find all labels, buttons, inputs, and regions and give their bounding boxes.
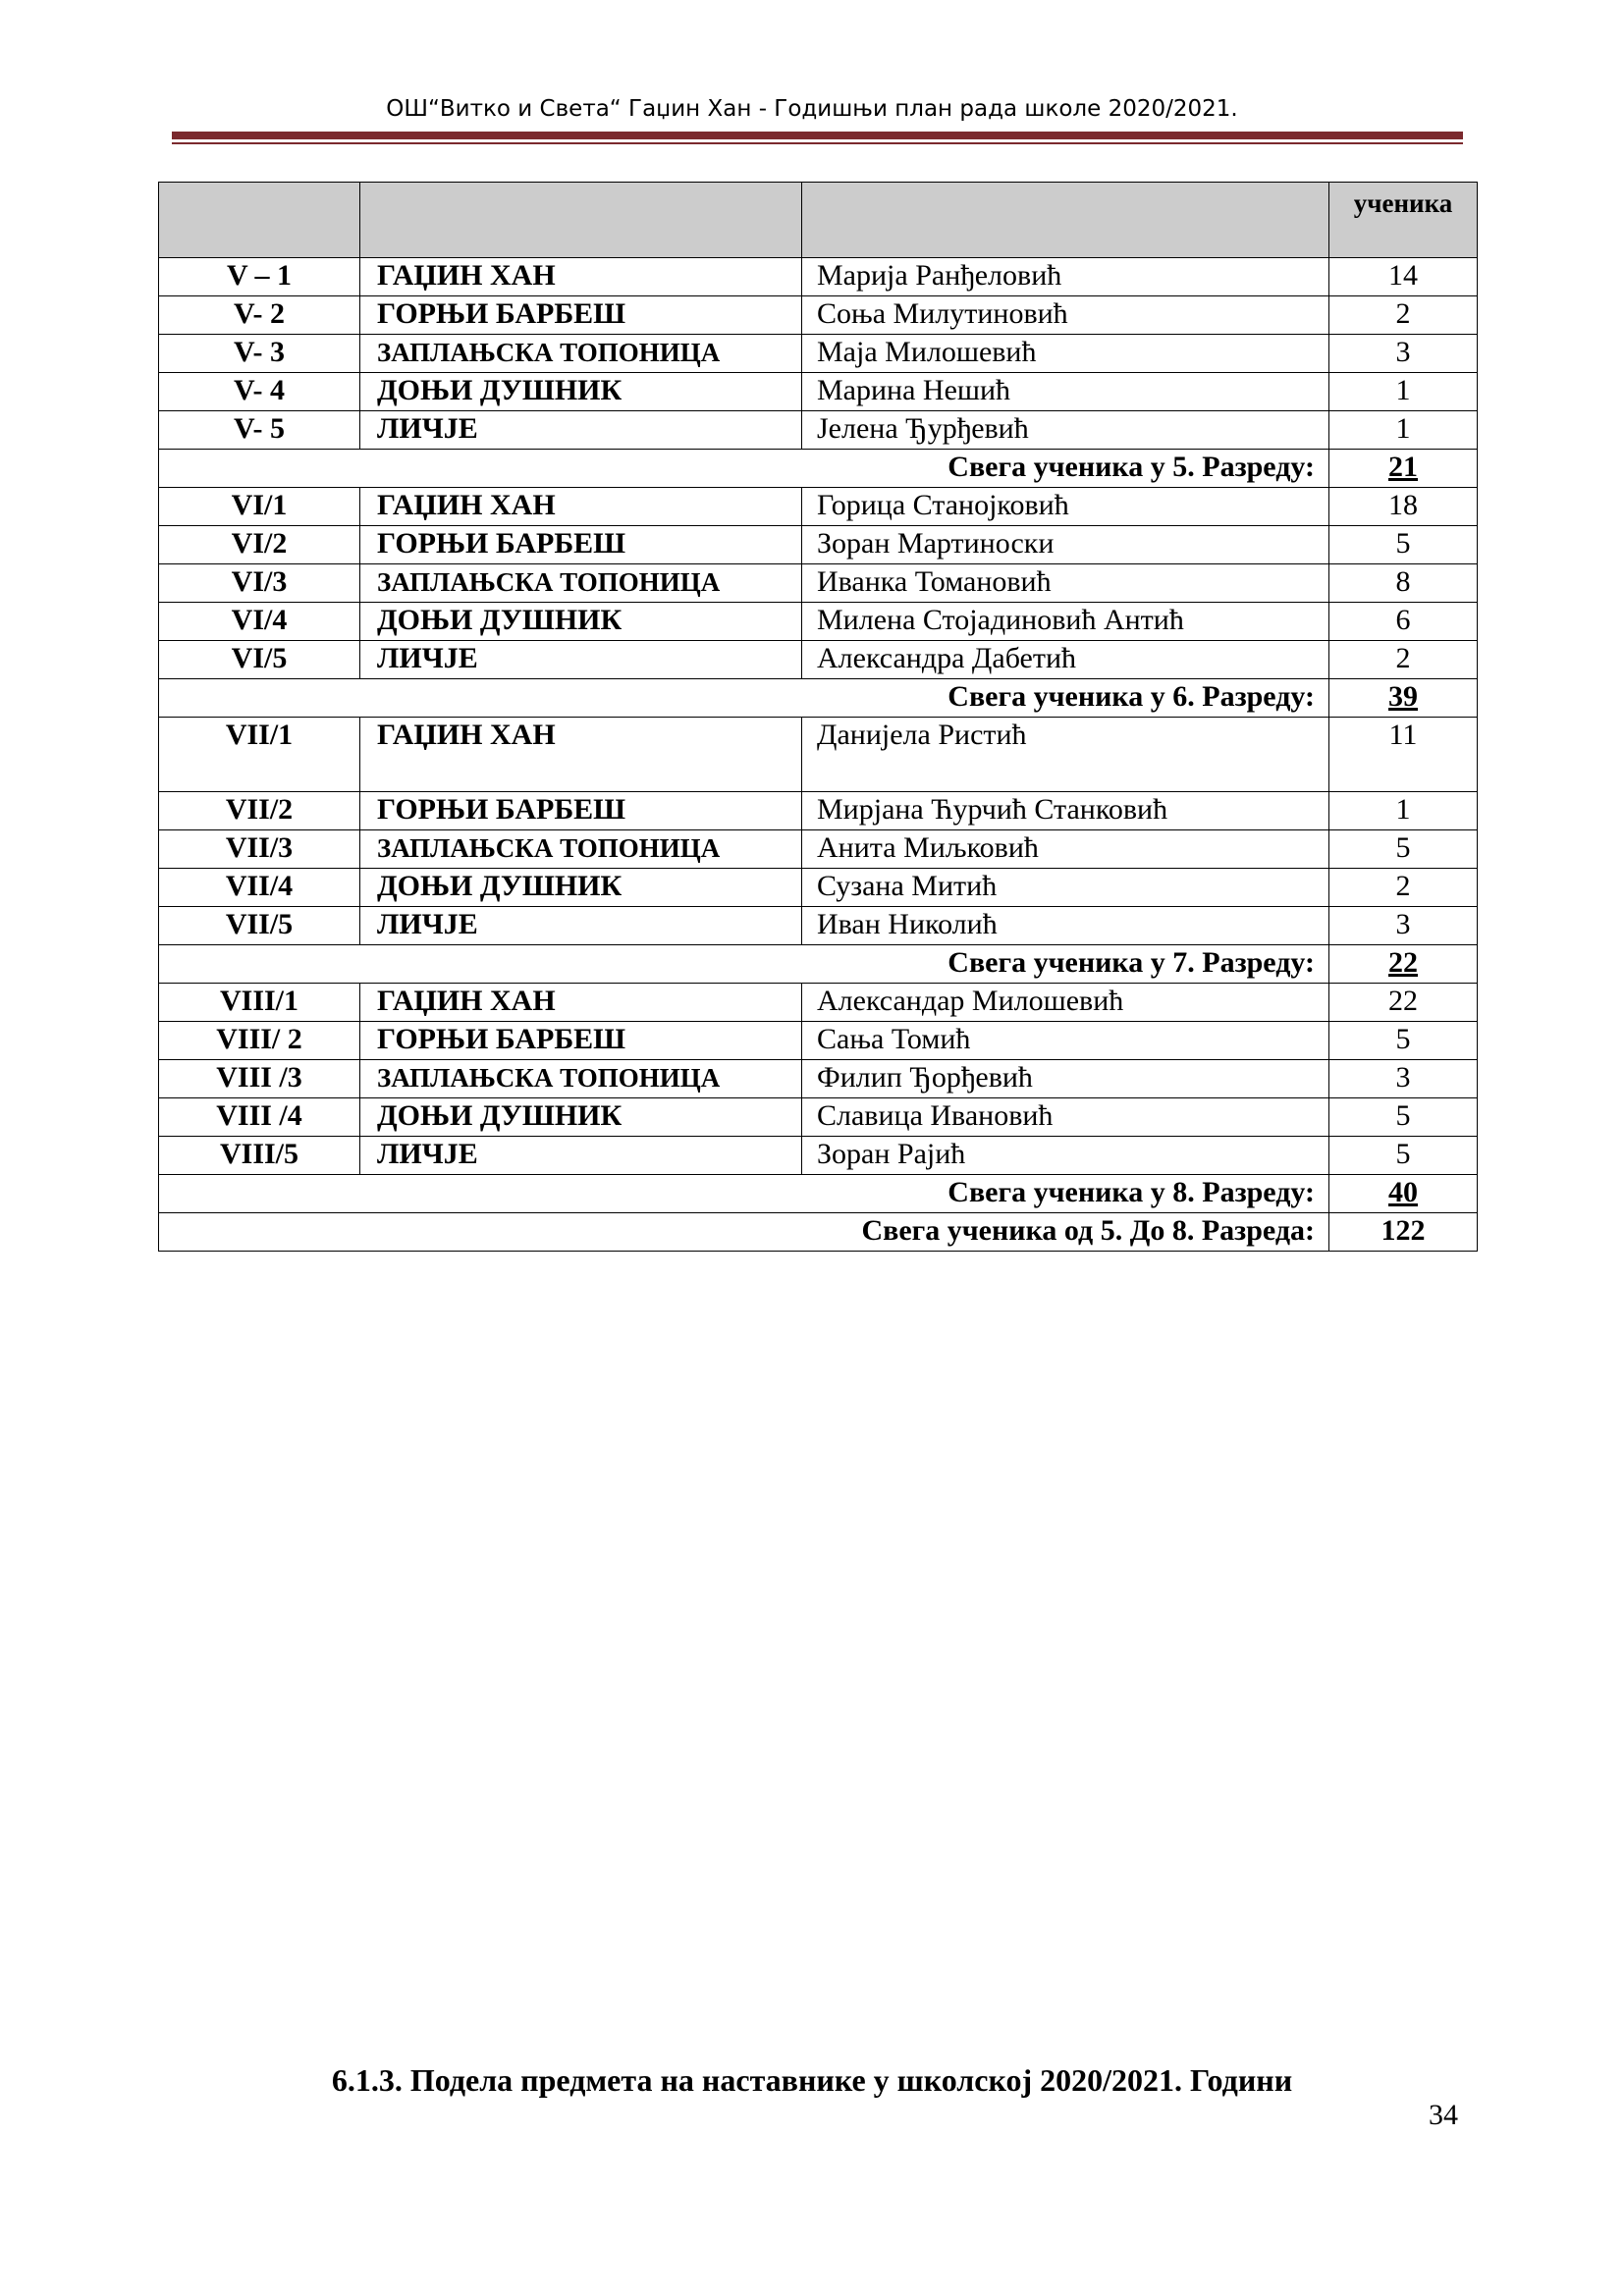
teacher-cell: Сања Томић [802, 1022, 1329, 1060]
teacher-cell: Марија Ранђеловић [802, 258, 1329, 296]
grade-sum-row [159, 679, 1478, 718]
class-cell: VII/2 [159, 792, 360, 830]
count-cell: 5 [1329, 1022, 1478, 1060]
class-cell: VII/1 [159, 718, 360, 792]
count-cell: 5 [1329, 526, 1478, 564]
grade-sum-row [159, 945, 1478, 984]
count-cell: 22 [1329, 984, 1478, 1022]
place-cell: ЛИЧЈЕ [360, 1137, 802, 1175]
teacher-cell: Милена Стојадиновић Антић [802, 603, 1329, 641]
table-row [159, 411, 1478, 450]
teacher-cell: Мирјана Ћурчић Станковић [802, 792, 1329, 830]
table-row [159, 603, 1478, 641]
teacher-cell: Анита Миљковић [802, 830, 1329, 869]
class-cell: V- 3 [159, 335, 360, 373]
teacher-cell: Иванка Томановић [802, 564, 1329, 603]
class-cell: V – 1 [159, 258, 360, 296]
place-cell: ГАЏИН ХАН [360, 258, 802, 296]
count-cell: 1 [1329, 373, 1478, 411]
class-cell: VII/5 [159, 907, 360, 945]
place-cell: ЗАПЛАЊСКА ТОПОНИЦА [360, 335, 802, 373]
table-row [159, 907, 1478, 945]
place-cell: ГАЏИН ХАН [360, 984, 802, 1022]
grade-sum-number: 21 [1388, 451, 1418, 483]
teacher-cell: Зоран Мартиноски [802, 526, 1329, 564]
count-cell: 5 [1329, 830, 1478, 869]
table-row [159, 258, 1478, 296]
class-cell: VIII/ 2 [159, 1022, 360, 1060]
class-cell: VIII/5 [159, 1137, 360, 1175]
teacher-cell: Зоран Рајић [802, 1137, 1329, 1175]
class-cell: V- 4 [159, 373, 360, 411]
count-cell: 5 [1329, 1137, 1478, 1175]
header-cell-teacher [802, 183, 1329, 258]
place-cell: ГАЏИН ХАН [360, 488, 802, 526]
table-row [159, 296, 1478, 335]
grade-sum-value [1329, 945, 1478, 984]
place-cell: ГОРЊИ БАРБЕШ [360, 1022, 802, 1060]
count-cell: 1 [1329, 792, 1478, 830]
place-cell: ЛИЧЈЕ [360, 411, 802, 450]
teacher-cell: Александар Милошевић [802, 984, 1329, 1022]
table-row [159, 488, 1478, 526]
header-cell-class [159, 183, 360, 258]
table-row [159, 718, 1478, 792]
grade-sum-number: 40 [1388, 1176, 1418, 1208]
place-cell: ЗАПЛАЊСКА ТОПОНИЦА [360, 830, 802, 869]
count-cell: 3 [1329, 335, 1478, 373]
place-cell: ДОЊИ ДУШНИК [360, 869, 802, 907]
class-cell: V- 5 [159, 411, 360, 450]
teacher-cell: Сузана Митић [802, 869, 1329, 907]
table-row [159, 564, 1478, 603]
teacher-cell: Иван Николић [802, 907, 1329, 945]
table-header-row [159, 183, 1478, 258]
count-cell: 2 [1329, 869, 1478, 907]
table-row [159, 792, 1478, 830]
table-row [159, 373, 1478, 411]
header-cell-place [360, 183, 802, 258]
table-row [159, 335, 1478, 373]
grade-sum-label: Свега ученика у 7. Разреду: [159, 945, 1329, 984]
table-row [159, 869, 1478, 907]
class-cell: VIII/1 [159, 984, 360, 1022]
count-cell: 2 [1329, 641, 1478, 679]
place-cell: ГОРЊИ БАРБЕШ [360, 792, 802, 830]
table-row [159, 1137, 1478, 1175]
class-cell: VIII /4 [159, 1098, 360, 1137]
count-cell: 6 [1329, 603, 1478, 641]
page-header-title: ОШ“Витко и Света“ Гаџин Хан - Годишњи план рада школе 2020/2021. [386, 96, 1238, 122]
class-cell: VI/5 [159, 641, 360, 679]
grand-total-value: 122 [1329, 1213, 1478, 1252]
grade-sum-number: 39 [1388, 680, 1418, 713]
place-cell: ДОЊИ ДУШНИК [360, 373, 802, 411]
count-cell: 11 [1329, 718, 1478, 792]
teacher-cell: Соња Милутиновић [802, 296, 1329, 335]
table-row [159, 1022, 1478, 1060]
teacher-cell: Јелена Ђурђевић [802, 411, 1329, 450]
place-cell: ДОЊИ ДУШНИК [360, 1098, 802, 1137]
grade-sum-label: Свега ученика у 6. Разреду: [159, 679, 1329, 718]
place-cell: ГОРЊИ БАРБЕШ [360, 296, 802, 335]
teacher-cell: Славица Ивановић [802, 1098, 1329, 1137]
header-rule [172, 132, 1463, 139]
teacher-cell: Горица Станојковић [802, 488, 1329, 526]
teacher-cell: Марина Нешић [802, 373, 1329, 411]
table-row [159, 641, 1478, 679]
teacher-cell: Филип Ђорђевић [802, 1060, 1329, 1098]
teacher-cell: Александра Дабетић [802, 641, 1329, 679]
table-row [159, 830, 1478, 869]
place-cell: ЛИЧЈЕ [360, 641, 802, 679]
place-cell: ГАЏИН ХАН [360, 718, 802, 792]
place-cell: ЛИЧЈЕ [360, 907, 802, 945]
grade-sum-value [1329, 679, 1478, 718]
grade-sum-row [159, 450, 1478, 488]
grade-sum-number: 22 [1388, 946, 1418, 979]
class-cell: VII/4 [159, 869, 360, 907]
grade-sum-label: Свега ученика у 8. Разреду: [159, 1175, 1329, 1213]
class-cell: VII/3 [159, 830, 360, 869]
count-cell: 3 [1329, 907, 1478, 945]
count-cell: 2 [1329, 296, 1478, 335]
count-cell: 1 [1329, 411, 1478, 450]
section-title: 6.1.3. Подела предмета на наставнике у школској 2020/2021. Години [331, 2062, 1293, 2098]
count-cell: 18 [1329, 488, 1478, 526]
count-cell: 5 [1329, 1098, 1478, 1137]
place-cell: ЗАПЛАЊСКА ТОПОНИЦА [360, 1060, 802, 1098]
class-cell: VI/3 [159, 564, 360, 603]
grade-sum-row [159, 1175, 1478, 1213]
class-cell: VI/1 [159, 488, 360, 526]
class-cell: VI/2 [159, 526, 360, 564]
class-table [158, 182, 1478, 1252]
grade-sum-label: Свега ученика у 5. Разреду: [159, 450, 1329, 488]
grade-sum-value [1329, 1175, 1478, 1213]
count-cell: 3 [1329, 1060, 1478, 1098]
class-cell: VI/4 [159, 603, 360, 641]
header-rule-thin [172, 142, 1463, 144]
place-cell: ЗАПЛАЊСКА ТОПОНИЦА [360, 564, 802, 603]
class-cell: VIII /3 [159, 1060, 360, 1098]
table-row [159, 1098, 1478, 1137]
grand-total-row [159, 1213, 1478, 1252]
page-number: 34 [1429, 2099, 1458, 2131]
grand-total-label: Свега ученика од 5. До 8. Разреда: [159, 1213, 1329, 1252]
place-cell: ДОЊИ ДУШНИК [360, 603, 802, 641]
grade-sum-value [1329, 450, 1478, 488]
count-cell: 8 [1329, 564, 1478, 603]
teacher-cell: Данијела Ристић [802, 718, 1329, 792]
teacher-cell: Маја Милошевић [802, 335, 1329, 373]
class-cell: V- 2 [159, 296, 360, 335]
place-cell: ГОРЊИ БАРБЕШ [360, 526, 802, 564]
table-row [159, 1060, 1478, 1098]
table-row [159, 526, 1478, 564]
table-row [159, 984, 1478, 1022]
header-cell-count: ученика [1329, 183, 1478, 258]
count-cell: 14 [1329, 258, 1478, 296]
